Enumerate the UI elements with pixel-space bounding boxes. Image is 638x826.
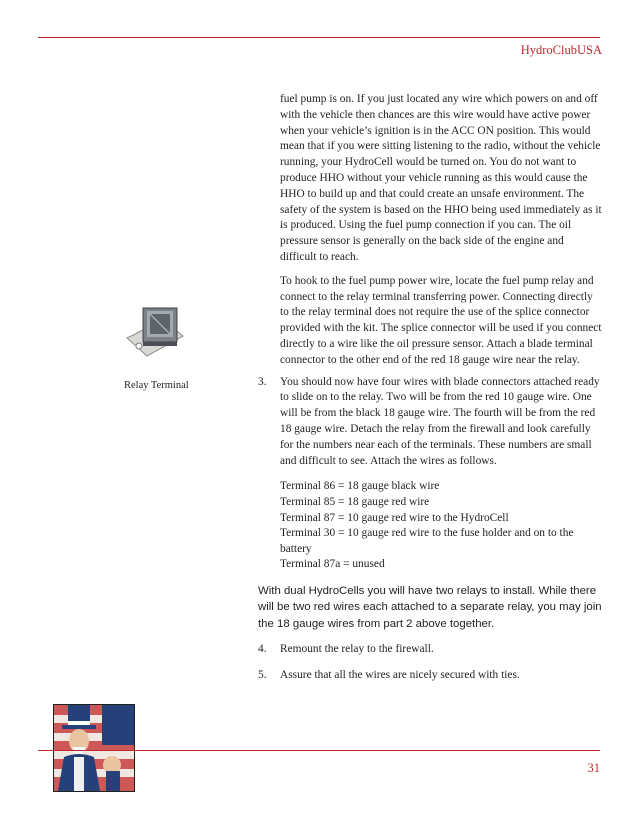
terminal-line: Terminal 87 = 10 gauge red wire to the HydroCell [280,511,509,524]
list-item-5 [258,668,602,684]
footer-rule [38,750,600,751]
figure-caption: Relay Terminal [124,380,189,391]
list-item-4 [258,642,602,658]
uncle-sam-poster [53,704,135,792]
list-item-3 [258,375,602,470]
paragraph: To hook to the fuel pump power wire, locate the fuel pump relay and connect to the relay terminal transferring power. Connecting directly to the relay terminal does not require the use of the splice connector provided with the kit. The splice connector will be used if you connect directly to a wire like the oil pressure sensor. Attach a blade terminal connector to the other end of the red 18 gauge wire near the relay. [280,274,602,366]
list-number: 5. [258,668,267,681]
body-text [258,92,602,684]
page-number: 31 [587,761,600,775]
terminal-line: Terminal 85 = 18 gauge red wire [280,495,430,508]
paragraph: fuel pump is on. If you just located any wire which powers on and off with the vehicle then chances are this wire would have active power when your vehicle’s ignition is in the ACC ON position. This would mean that if you were sitting listening to the radio, without the vehicle running, your HydroCell would be turned on. You do not want to produce HHO without your vehicle running as this would cause the HHO to build up and that could create an unsafe environment. The safety of the system is based on the HHO being used immediately as it is produced. Using the fuel pump connection if you can. The oil pressure sensor is generally on the back side of the engine and difficult to reach. [280,93,602,263]
list-text: Remount the relay to the firewall. [280,643,434,656]
relay-terminal-photo [113,298,199,368]
header-brand: HydroClubUSA [520,43,602,57]
list-text: You should now have four wires with blade connectors attached ready to slide on to the relay. Two will be from the red 10 gauge wire. One will be from the black 18 gauge wire. The fourth will be from the red 18 gauge wire. Detach the relay from the firewall and look carefully for the numbers near each of the terminals. These numbers are small and difficult to see. Attach the wires as follows. [280,375,600,467]
terminal-line: Terminal 30 = 10 gauge red wire to the fuse holder and on to the battery [280,527,574,555]
list-number: 3. [258,375,267,388]
list-text: Assure that all the wires are nicely secured with ties. [280,668,520,681]
terminal-list [258,479,602,573]
terminal-line: Terminal 87a = unused [280,558,385,571]
header-rule [38,37,600,38]
dual-hydrocell-note: With dual HydroCells you will have two relays to install. While there will be two red wires each attached to a separate relay, you may join the 18 gauge wires from part 2 above together. [258,584,602,630]
terminal-line: Terminal 86 = 18 gauge black wire [280,480,440,493]
list-number: 4. [258,643,267,656]
